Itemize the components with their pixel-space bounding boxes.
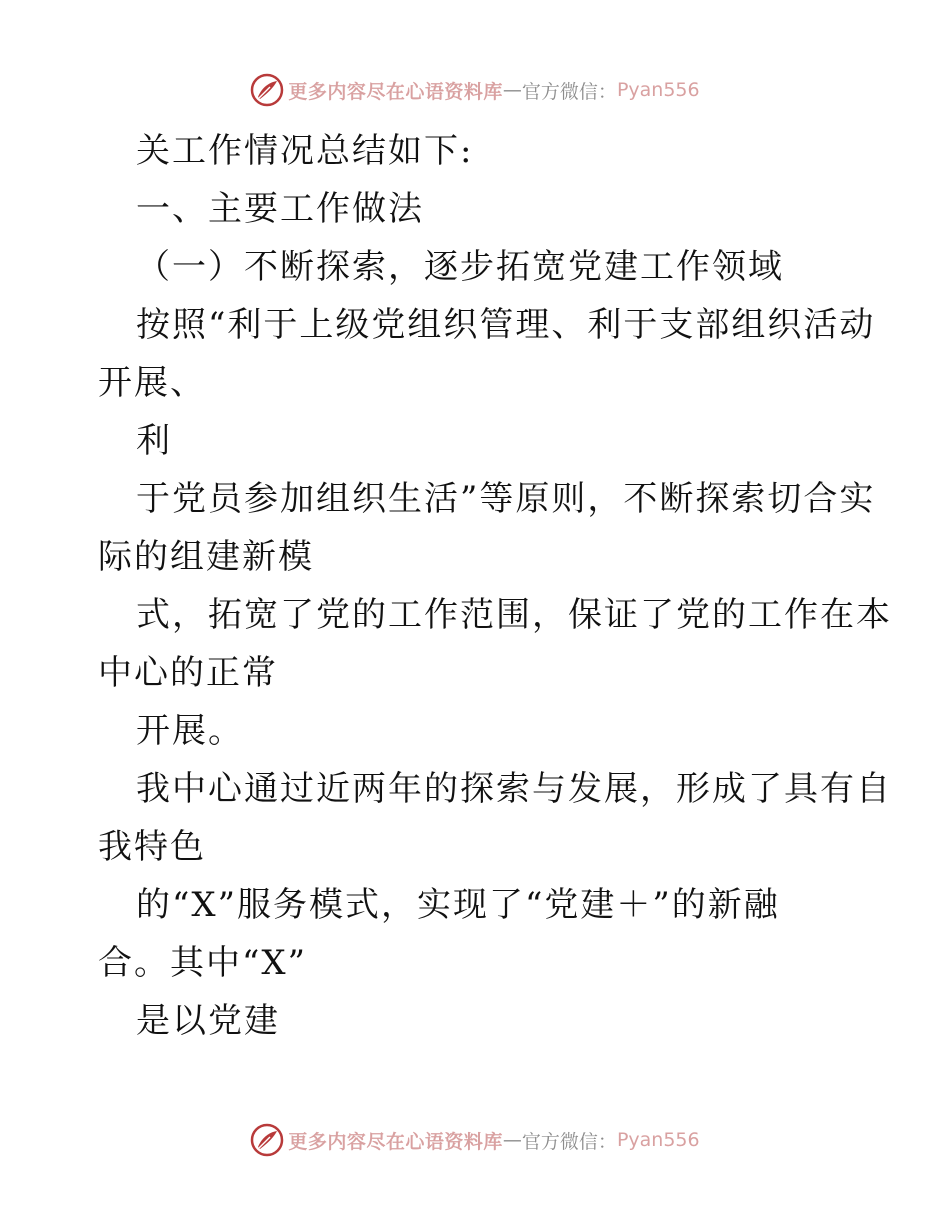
footer-banner [0, 1120, 950, 1160]
pen-logo-icon [250, 1123, 284, 1157]
subsection-heading: （一）不断探索，逐步拓宽党建工作领域 [136, 247, 784, 287]
banner-text: 更多内容尽在心语资料库 [288, 80, 503, 103]
banner-wechat-id: Pyan556 [616, 1129, 700, 1151]
body-line: 开展。 [136, 711, 244, 751]
body-line: 利 [136, 421, 172, 461]
body-line: 是以党建 [136, 1001, 280, 1041]
banner-separator: — [502, 79, 522, 101]
pen-logo-icon [250, 73, 284, 107]
banner-wechat-id: Pyan556 [616, 79, 700, 101]
body-line: 式，拓宽了党的工作范围，保证了党的工作在本 [136, 595, 892, 635]
document-body [98, 122, 892, 1050]
body-line: 按照“利于上级党组织管理、利于支部组织活动 [136, 305, 876, 345]
body-line: 我特色 [98, 827, 206, 867]
body-line: 开展、 [98, 363, 206, 403]
body-line: 的“X”服务模式，实现了“党建＋”的新融 [136, 885, 780, 925]
body-line: 关工作情况总结如下: [136, 131, 474, 171]
body-line: 中心的正常 [98, 653, 278, 693]
banner-wechat-label: 官方微信： [521, 80, 617, 103]
banner-separator: — [502, 1129, 522, 1151]
body-line: 我中心通过近两年的探索与发展，形成了具有自 [136, 769, 892, 809]
section-heading: 一、主要工作做法 [136, 189, 424, 229]
body-line: 合。其中“X” [98, 943, 307, 983]
header-banner [0, 70, 950, 110]
body-line: 际的组建新模 [98, 537, 314, 577]
banner-wechat-label: 官方微信： [521, 1130, 617, 1153]
banner-text: 更多内容尽在心语资料库 [288, 1130, 503, 1153]
body-line: 于党员参加组织生活”等原则，不断探索切合实 [136, 479, 876, 519]
